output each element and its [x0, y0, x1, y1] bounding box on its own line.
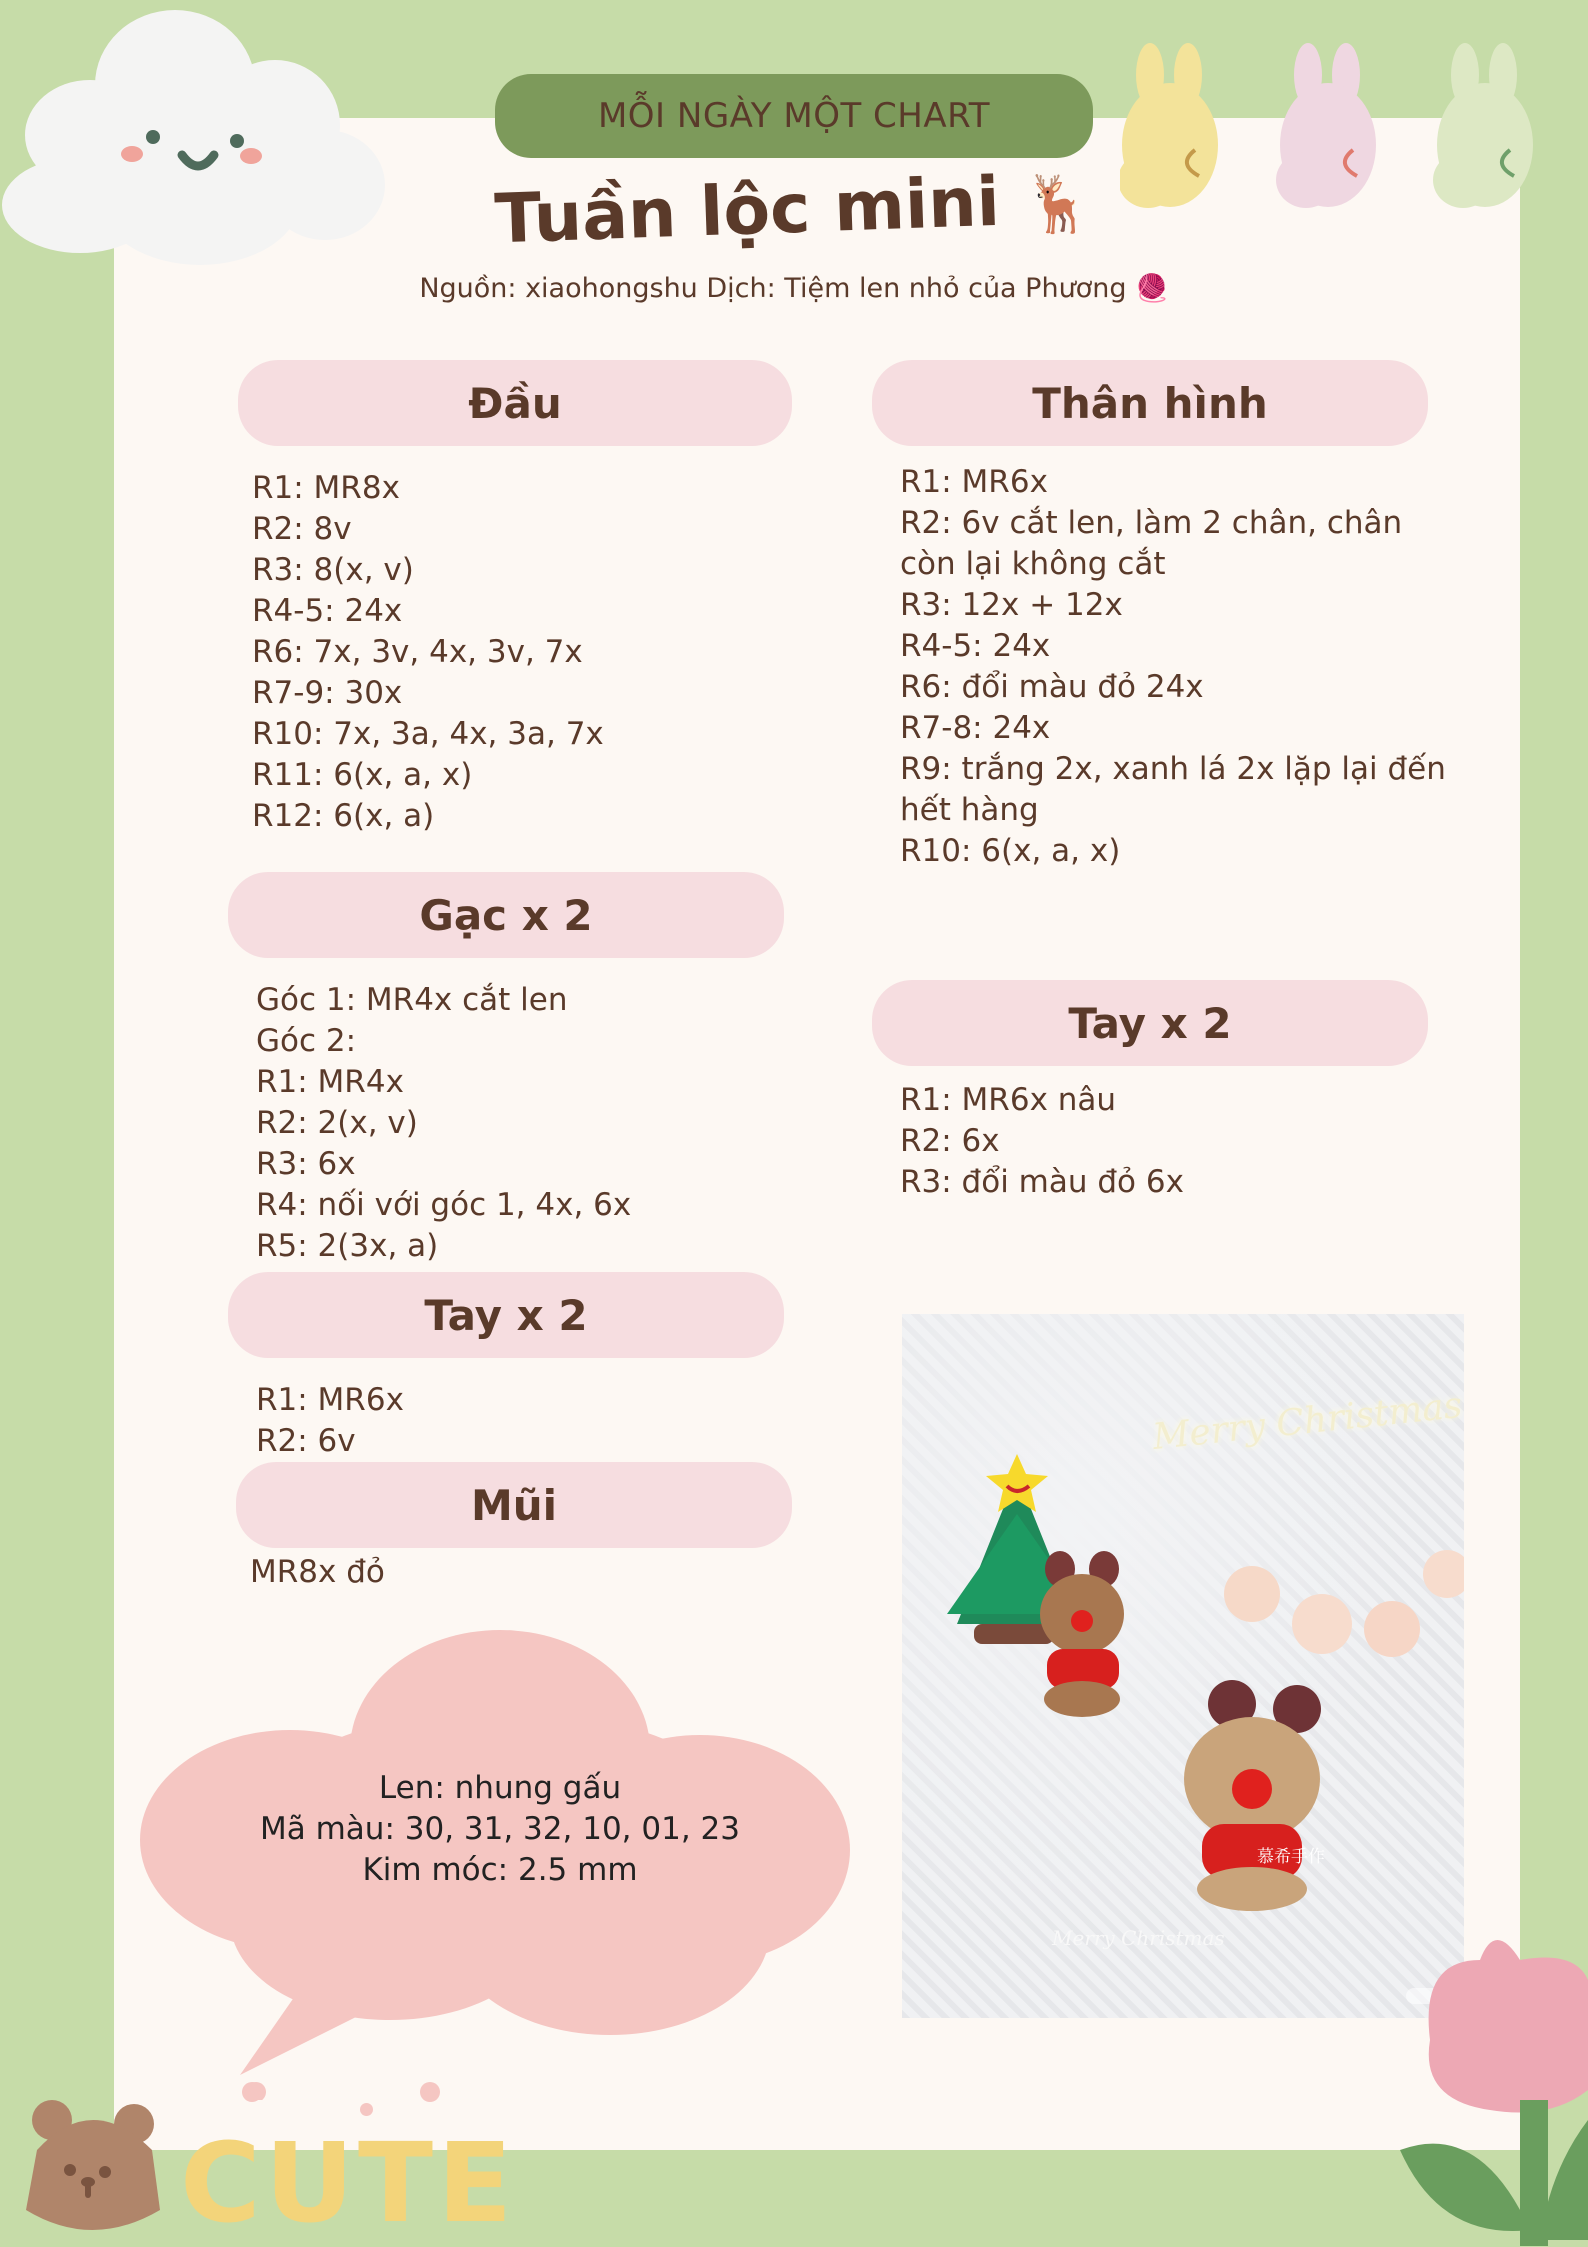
header-banner [495, 74, 1093, 158]
amigurumi-photo [902, 1314, 1464, 2018]
arms-right-instructions [900, 1080, 1184, 1203]
reindeer-scene-icon [902, 1314, 1464, 2018]
arms-left-instructions [256, 1380, 404, 1462]
instruction-line: R1: MR6x [256, 1382, 404, 1418]
banner-text: MỖI NGÀY MỘT CHART [597, 96, 991, 136]
instruction-line: R7-8: 24x [900, 710, 1051, 746]
yarn-type: Len: nhung gấu [378, 1770, 622, 1806]
instruction-line: R6: đổi màu đỏ 24x [900, 669, 1204, 705]
instruction-line: R1: MR6x [900, 464, 1048, 500]
section-header-head: Đầu [238, 360, 792, 446]
instruction-line: R1: MR6x nâu [900, 1082, 1117, 1118]
instruction-line: R1: MR4x [256, 1064, 404, 1100]
body-instructions [900, 462, 1460, 872]
bubble-dot [420, 2082, 440, 2102]
instruction-line: R5: 2(3x, a) [256, 1228, 439, 1264]
instruction-line: R11: 6(x, a, x) [252, 757, 473, 793]
deer-icon: 🦌 [1022, 170, 1095, 238]
photo-watermark: 慕希手作 [1257, 1847, 1325, 1867]
instruction-line: R1: MR8x [252, 470, 400, 506]
antlers-instructions [256, 980, 631, 1267]
instruction-line: R3: 6x [256, 1146, 356, 1182]
section-header-arms-left: Tay x 2 [228, 1272, 784, 1358]
instruction-line: R10: 7x, 3a, 4x, 3a, 7x [252, 716, 604, 752]
bubble-dot [360, 2103, 373, 2116]
hook-size: Kim móc: 2.5 mm [362, 1852, 638, 1888]
instruction-line: R12: 6(x, a) [252, 798, 435, 834]
color-codes: Mã màu: 30, 31, 32, 10, 01, 23 [260, 1811, 740, 1847]
instruction-line: Góc 2: [256, 1023, 357, 1059]
photo-caption: Merry Christmas [1052, 1926, 1225, 1950]
tulip-icon [1400, 1920, 1588, 2246]
instruction-line: R2: 6x [900, 1123, 1000, 1159]
materials-info [140, 1768, 860, 1891]
section-header-arms-right: Tay x 2 [872, 980, 1428, 1066]
yarn-ball-icon: 🧶 [1135, 273, 1169, 304]
instruction-line: R3: 12x + 12x [900, 587, 1123, 623]
bear-face-icon [22, 2090, 162, 2240]
instruction-line: R9: trắng 2x, xanh lá 2x lặp lại đến hết hàng [900, 751, 1446, 828]
instruction-line: R10: 6(x, a, x) [900, 833, 1121, 869]
bubble-dot [242, 2082, 262, 2102]
instruction-line: R4: nối với góc 1, 4x, 6x [256, 1187, 632, 1223]
instruction-line: Góc 1: MR4x cắt len [256, 982, 568, 1018]
instruction-line: R4-5: 24x [252, 593, 403, 629]
instruction-line: R3: đổi màu đỏ 6x [900, 1164, 1184, 1200]
instruction-line: R4-5: 24x [900, 628, 1051, 664]
instruction-line: MR8x đỏ [250, 1554, 385, 1590]
photo-overlay-text: Merry Christmas [1150, 1384, 1464, 1459]
credit-line: Nguồn: xiaohongshu Dịch: Tiệm len nhỏ của Phương 🧶 [419, 273, 1169, 304]
nose-instructions [250, 1552, 385, 1593]
instruction-line: R3: 8(x, v) [252, 552, 414, 588]
instruction-line: R2: 2(x, v) [256, 1105, 418, 1141]
section-header-antlers: Gạc x 2 [228, 872, 784, 958]
head-instructions [252, 468, 604, 837]
section-header-body: Thân hình [872, 360, 1428, 446]
instruction-line: R2: 8v [252, 511, 352, 547]
page-title: Tuần lộc mini 🦌 [493, 162, 1095, 260]
instruction-line: R7-9: 30x [252, 675, 403, 711]
section-header-nose: Mũi [236, 1462, 792, 1548]
instruction-line: R2: 6v [256, 1423, 356, 1459]
instruction-line: R6: 7x, 3v, 4x, 3v, 7x [252, 634, 583, 670]
cute-word: CUTE [180, 2119, 517, 2247]
instruction-line: R2: 6v cắt len, làm 2 chân, chân còn lại không cắt [900, 505, 1403, 582]
